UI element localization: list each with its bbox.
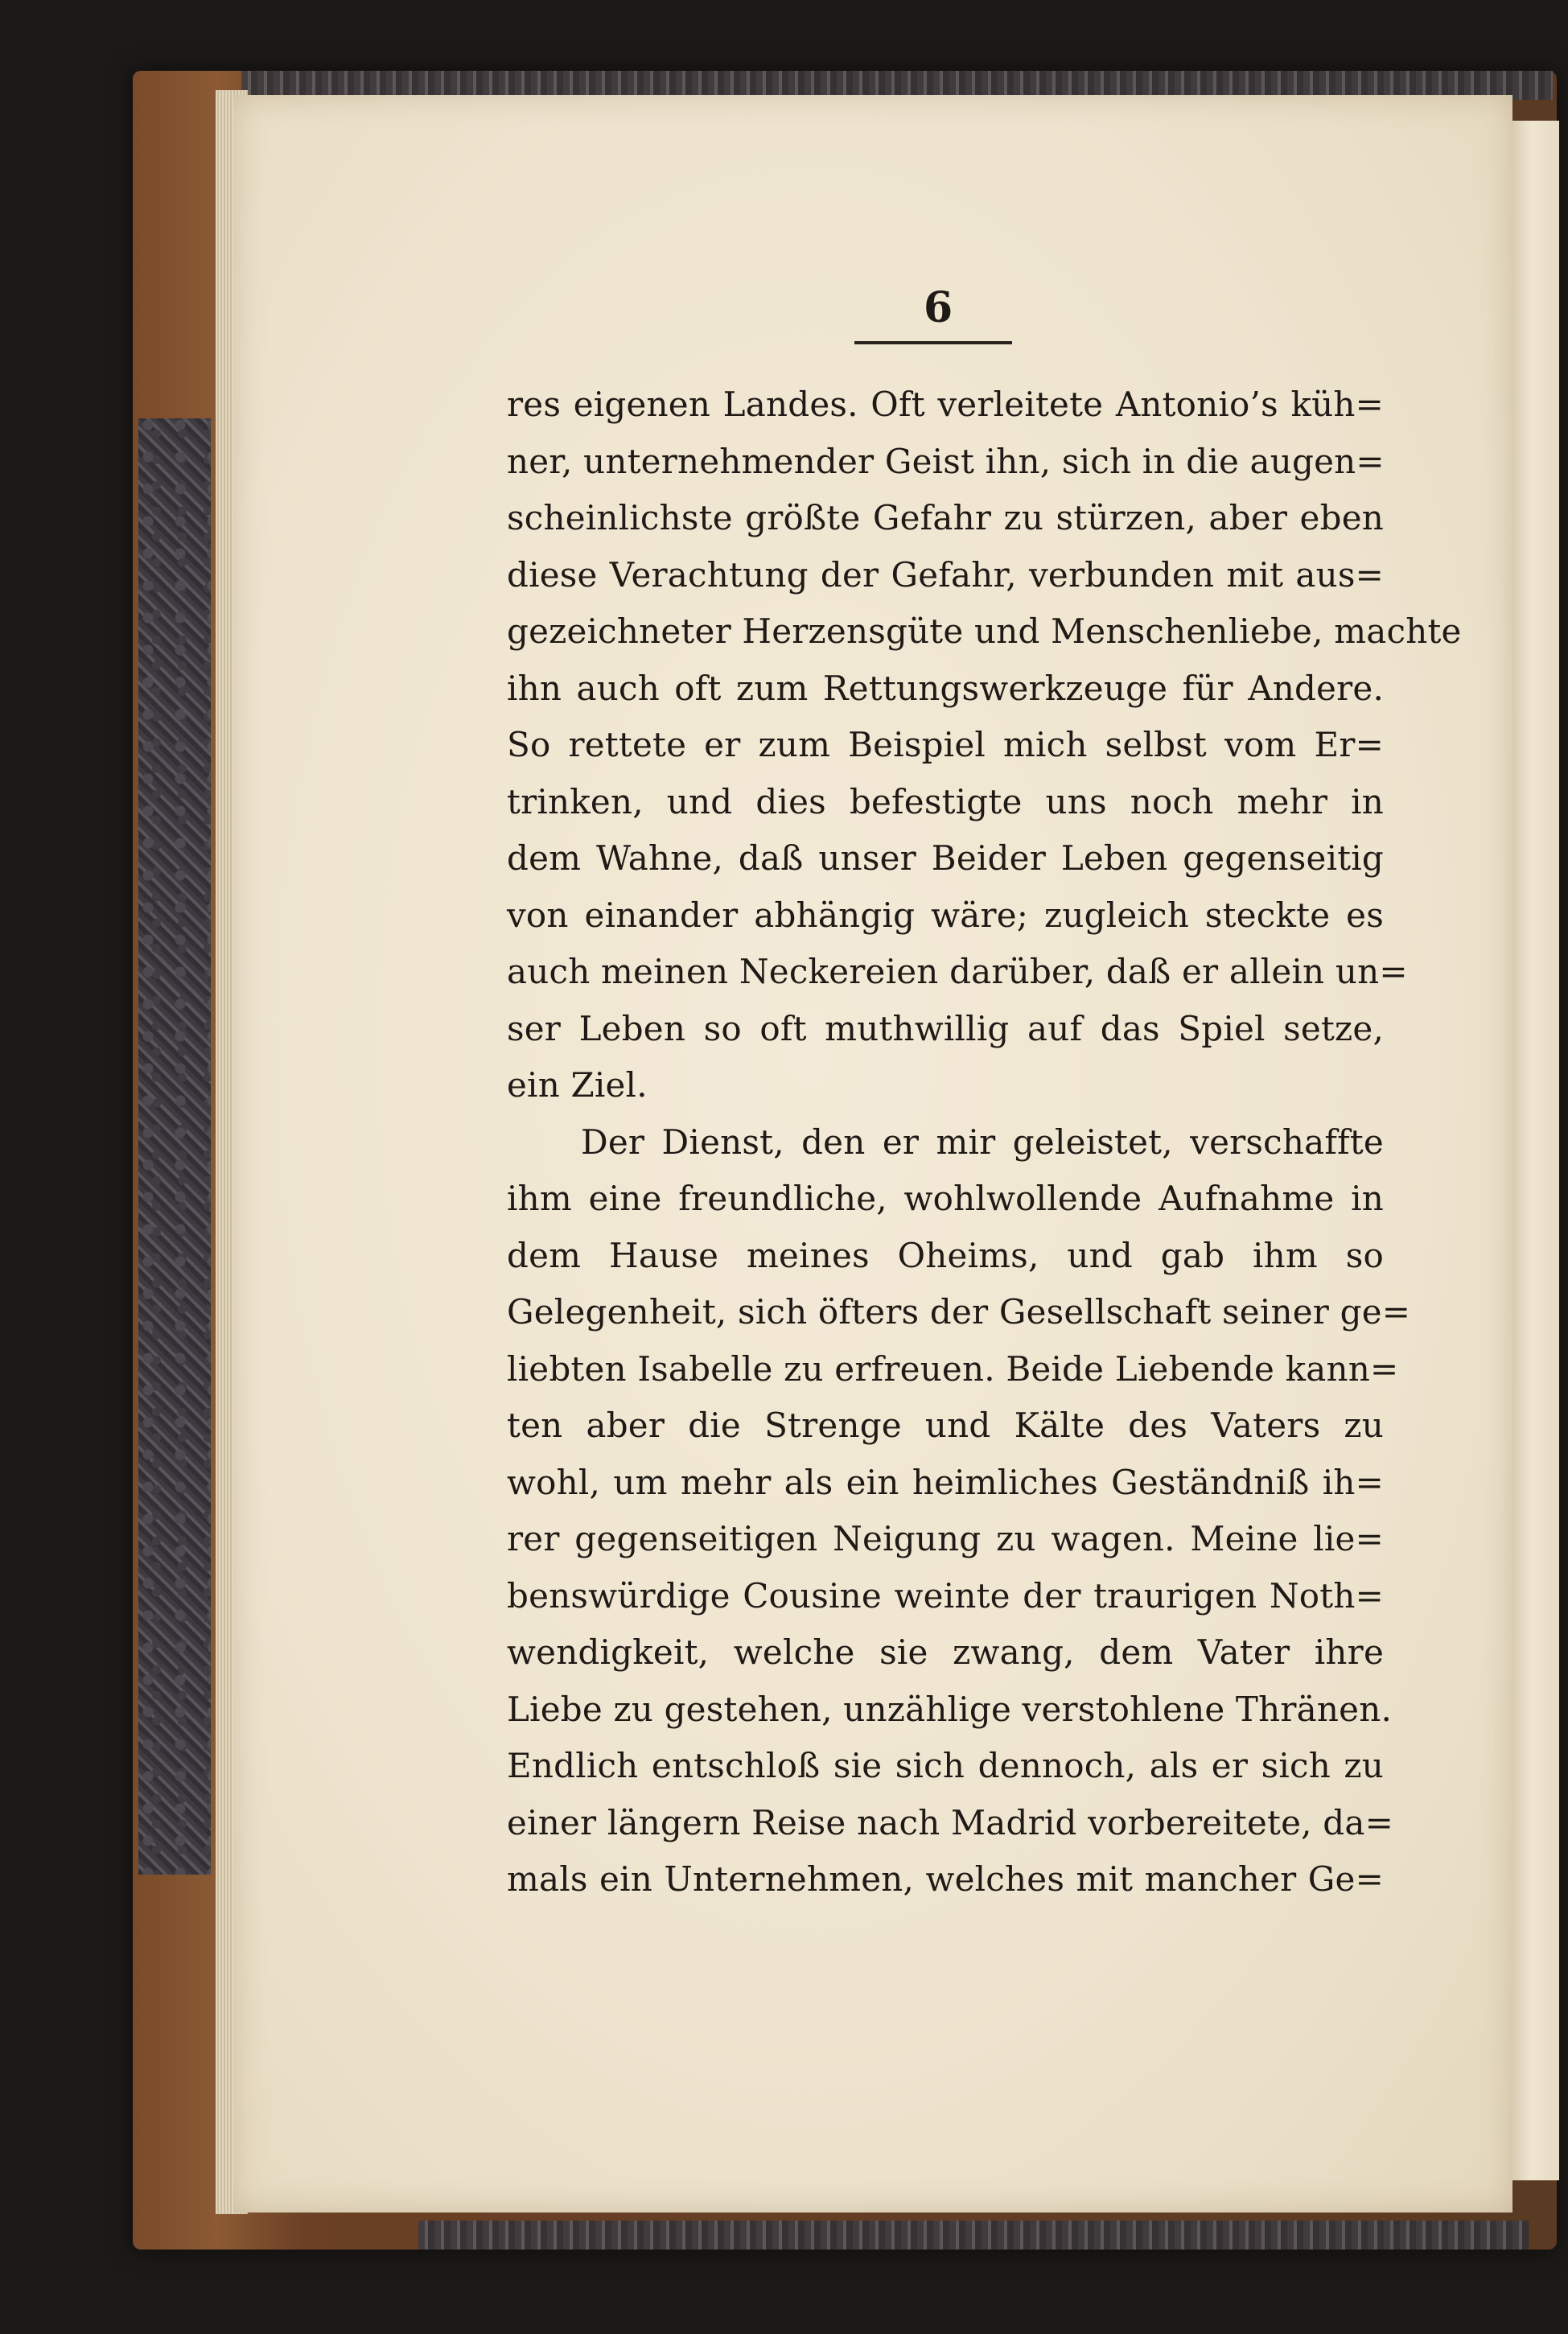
text-line: einer längern Reise nach Madrid vorbereitete, da= [507,1802,1394,1842]
text-line: Gelegenheit, sich öfters der Gesellschaft seiner ge= [507,1292,1411,1332]
paragraph-2 [507,1114,1411,1908]
text-line: rer gegenseitigen Neigung zu wagen. Meine lie= [507,1519,1384,1558]
cover-bottom-marbled-edge [418,2221,1529,2250]
text-line: liebten Isabelle zu erfreuen. Beide Liebende kann= [507,1348,1399,1389]
text-line: diese Verachtung der Gefahr, verbunden mit aus= [507,554,1384,595]
text-line: auch meinen Neckereien darüber, daß er allein un= [507,952,1408,991]
text-line: wendigkeit, welche sie zwang, dem Vater ihre [507,1632,1384,1672]
text-line: Endlich entschloß sie sich dennoch, als er sich zu [507,1746,1384,1785]
page-text [507,377,1462,1908]
text-line: So rettete er zum Beispiel mich selbst vom Er= [507,725,1384,764]
text-line: trinken, und dies befestigte uns noch mehr in [507,781,1384,821]
text-line: ihm eine freundliche, wohlwollende Aufnahme in [507,1179,1384,1218]
text-line: von einander abhängig wäre; zugleich steckte es [507,895,1384,935]
text-line: dem Hause meines Oheims, und gab ihm so [507,1235,1384,1275]
text-line: dem Wahne, daß unser Beider Leben gegenseitig [507,838,1384,878]
page-number: 6 [924,283,953,332]
text-line: ihn auch oft zum Rettungswerkzeuge für Andere. [507,668,1384,708]
text-line: Der Dienst, den er mir geleistet, verschaffte [581,1122,1384,1162]
text-line: benswürdige Cousine weinte der traurigen Noth= [507,1575,1384,1616]
text-line: mals ein Unternehmen, welches mit mancher Ge= [507,1859,1384,1899]
text-line: ein Ziel. [507,1065,648,1105]
text-line: ner, unternehmender Geist ihn, sich in die augen= [507,441,1385,481]
marbled-board-left [138,418,211,1875]
header-rule [854,341,1012,344]
paragraph-1 [507,377,1462,1114]
text-line: gezeichneter Herzensgüte und Menschenliebe, machte [507,611,1462,651]
text-line: ser Leben so oft muthwillig auf das Spiel setze, [507,1008,1384,1048]
text-line: res eigenen Landes. Oft verleitete Antonio’s küh= [507,385,1384,424]
text-line: scheinlichste größte Gefahr zu stürzen, aber eben [507,498,1384,537]
facing-page-edge [1511,121,1559,2180]
text-line: Liebe zu gestehen, unzählige verstohlene Thränen. [507,1689,1393,1729]
text-line: ten aber die Strenge und Kälte des Vaters zu [507,1406,1384,1445]
text-line: wohl, um mehr als ein heimliches Geständniß ih= [507,1462,1384,1502]
